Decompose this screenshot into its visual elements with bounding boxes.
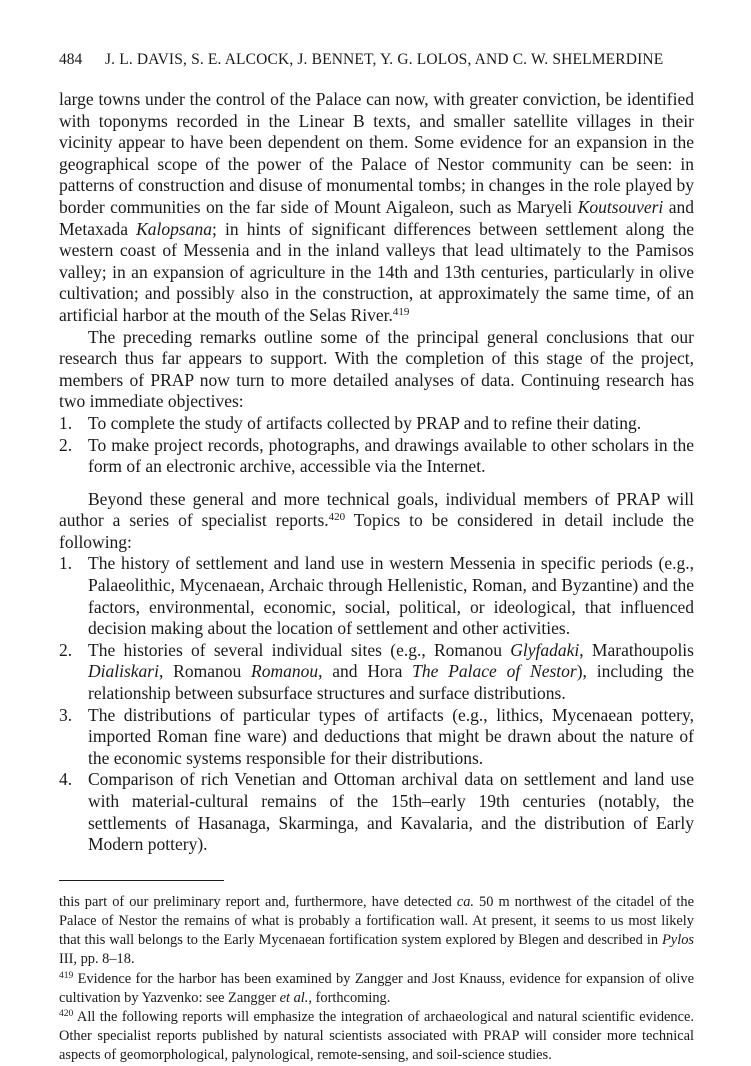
list-number: 2.	[59, 639, 73, 660]
list-number: 3.	[59, 704, 73, 725]
list-item-text: The distributions of particular types of artifacts (e.g., lithics, Mycenaean pottery, imported Roman fine ware) and deductions that might be drawn about the nature of the economic systems responsible for their distributions.	[88, 704, 694, 768]
footnotes	[59, 893, 694, 1066]
footnote-420	[59, 1008, 694, 1066]
footnote-418-continued	[59, 893, 694, 970]
text-run: 50 m northwest of the citadel of the Palace of Nestor the remains of what is probably a fortification wall. At present, it seems to us most likely that this wall belongs to the Early Mycenaean fortification system explored by Blegen and described in	[59, 893, 694, 949]
text-run: large towns under the control of the Palace can now, with greater conviction, be identified with toponyms recorded in the Linear B texts, and smaller satellite villages in their vicinity appear to have been dependent on them. Some evidence for an expansion in the geographical scope of the power of the Palace of Nestor community can be seen: in patterns of construction and disuse of monumental tombs; in changes in the role played by border communities on the far side of Mount Aigaleon, such as Maryeli	[59, 89, 694, 217]
text-run: , forthcoming.	[308, 989, 391, 1006]
italic-site-name: Romanou	[251, 661, 319, 682]
list-item-text: Comparison of rich Venetian and Ottoman archival data on settlement and land use with material-cultural remains of the 15th–early 19th centuries (notably, the settlements of Hasanaga, Skarminga, and Kavalaria, and the distribution of Early Modern pottery).	[88, 769, 694, 855]
footnote-divider	[59, 880, 224, 881]
list-number: 1.	[59, 553, 73, 574]
page-number: 484	[59, 51, 83, 68]
footnote-number: 419	[59, 970, 74, 981]
text-run: ), including the relationship between subsurface structures and surface distributions.	[88, 661, 694, 704]
italic-text: ca.	[456, 893, 475, 910]
text-run: this part of our preliminary report and, furthermore, have detected	[59, 893, 457, 910]
list-item	[59, 640, 694, 705]
footnote-ref-420[interactable]: 420	[328, 511, 346, 524]
footnote-ref-419[interactable]: 419	[392, 305, 410, 318]
list-item	[59, 553, 694, 639]
italic-site-name: The Palace of Nestor	[412, 661, 577, 682]
italic-text: Pylos	[662, 932, 694, 949]
text-run: , Marathoupolis	[579, 639, 694, 660]
text-run: Topics to be considered in detail include the following:	[59, 510, 694, 552]
italic-text: et al.	[279, 989, 309, 1006]
footnote-419	[59, 970, 694, 1008]
main-text	[59, 89, 694, 856]
list-item	[59, 769, 694, 855]
list-item-text: The history of settlement and land use in western Messenia in specific periods (e.g., Palaeolithic, Mycenaean, Archaic through Hellenistic, Roman, and Byzantine) and the factors, environmental, economic, social, political, or ideological, that influenced decision making about the location of settlement and other activities.	[88, 553, 694, 639]
running-header	[59, 50, 694, 72]
paragraph-3	[59, 489, 694, 554]
footnote-number: 420	[59, 1009, 74, 1019]
paragraph-2: The preceding remarks outline some of the principal general conclusions that our research thus far appears to support. With the completion of this stage of the project, members of PRAP now turn to more detailed analyses of data. Continuing research has two immediate objectives:	[59, 326, 694, 412]
objectives-list	[59, 413, 694, 478]
topics-list	[59, 553, 694, 855]
text-run: All the following reports will emphasize the integration of archaeological and natural scientific evidence. Other specialist reports published by natural scientists associated with PRAP will consider more technical aspects of geomorphological, palynological, remote-sensing, and soil-science studies.	[59, 1009, 694, 1064]
text-run: , Romanou	[158, 661, 252, 682]
list-item	[59, 705, 694, 770]
text-run: Evidence for the harbor has been examined by Zangger and Jost Knauss, evidence for expansion of olive cultivation by Yazvenko: see Zangger	[59, 970, 694, 1006]
list-item	[59, 435, 694, 478]
italic-site-name: Kalopsana	[136, 218, 212, 239]
list-item	[59, 413, 694, 435]
list-number: 4.	[59, 769, 73, 790]
text-run: III, pp. 8–18.	[59, 951, 135, 968]
paragraph-1	[59, 89, 694, 327]
text-run: The histories of several individual sites (e.g., Romanou	[88, 639, 511, 660]
italic-site-name: Koutsouveri	[577, 196, 664, 217]
text-run: , and Hora	[318, 661, 413, 682]
italic-site-name: Glyfadaki	[510, 639, 580, 660]
list-item-text: To make project records, photographs, and drawings available to other scholars in the form of an electronic archive, accessible via the Internet.	[88, 434, 694, 477]
text-run: Beyond these general and more technical goals, individual members of PRAP will author a series of specialist reports.	[59, 488, 694, 531]
page	[59, 50, 694, 1066]
header-authors: J. L. DAVIS, S. E. ALCOCK, J. BENNET, Y. G. LOLOS, AND C. W. SHELMERDINE	[105, 51, 664, 68]
list-number: 2.	[59, 434, 73, 455]
list-number: 1.	[59, 412, 73, 433]
italic-site-name: Dialiskari	[88, 661, 159, 682]
text-run: and Metaxada	[59, 196, 694, 239]
text-run: ; in hints of significant differences between settlement along the western coast of Messenia and in the inland valleys that lead ultimately to the Pamisos valley; in an expansion of agriculture in the 14th and 13th centuries, particularly in olive cultivation; and possibly also in the construction, at approximately the same time, of an artificial harbor at the mouth of the Selas River.	[59, 218, 694, 325]
list-item-text: To complete the study of artifacts collected by PRAP and to refine their dating.	[88, 412, 642, 433]
